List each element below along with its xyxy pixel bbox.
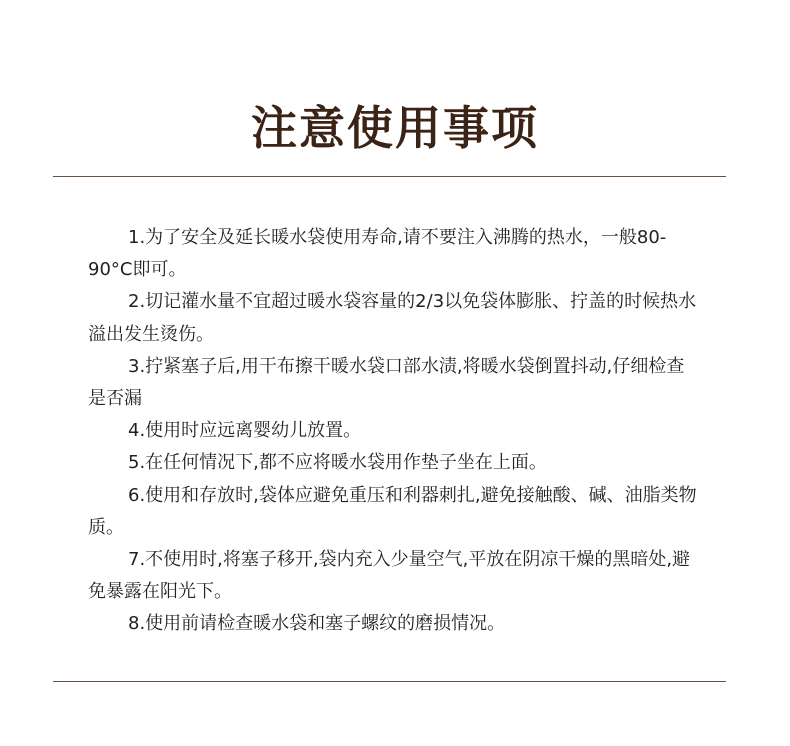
note-item-6: 6.使用和存放时,袋体应避免重压和利器刺扎,避免接触酸、碱、油脂类物质。	[88, 484, 697, 538]
note-item-1: 1.为了安全及延长暖水袋使用寿命,请不要注入沸腾的热水，一般80-90°C即可。	[88, 227, 667, 281]
top-divider	[53, 176, 726, 177]
usage-notes-list	[88, 222, 698, 641]
page-title: 注意使用事项	[251, 100, 539, 155]
note-item-8: 8.使用前请检查暖水袋和塞子螺纹的磨损情况。	[128, 613, 506, 635]
note-item-7: 7.不使用时,将塞子移开,袋内充入少量空气,平放在阴凉干燥的黑暗处,避免暴露在阳光下。	[88, 549, 691, 603]
bottom-divider	[53, 681, 726, 682]
note-item-2: 2.切记灌水量不宜超过暖水袋容量的2/3以免袋体膨胀、拧盖的时候热水溢出发生烫伤。	[88, 291, 697, 345]
note-item-5: 5.在任何情况下,都不应将暖水袋用作垫子坐在上面。	[128, 452, 547, 474]
note-item-4: 4.使用时应远离婴幼儿放置。	[128, 420, 362, 442]
note-item-3: 3.拧紧塞子后,用干布擦干暖水袋口部水渍,将暖水袋倒置抖动,仔细检查是否漏	[88, 355, 685, 410]
